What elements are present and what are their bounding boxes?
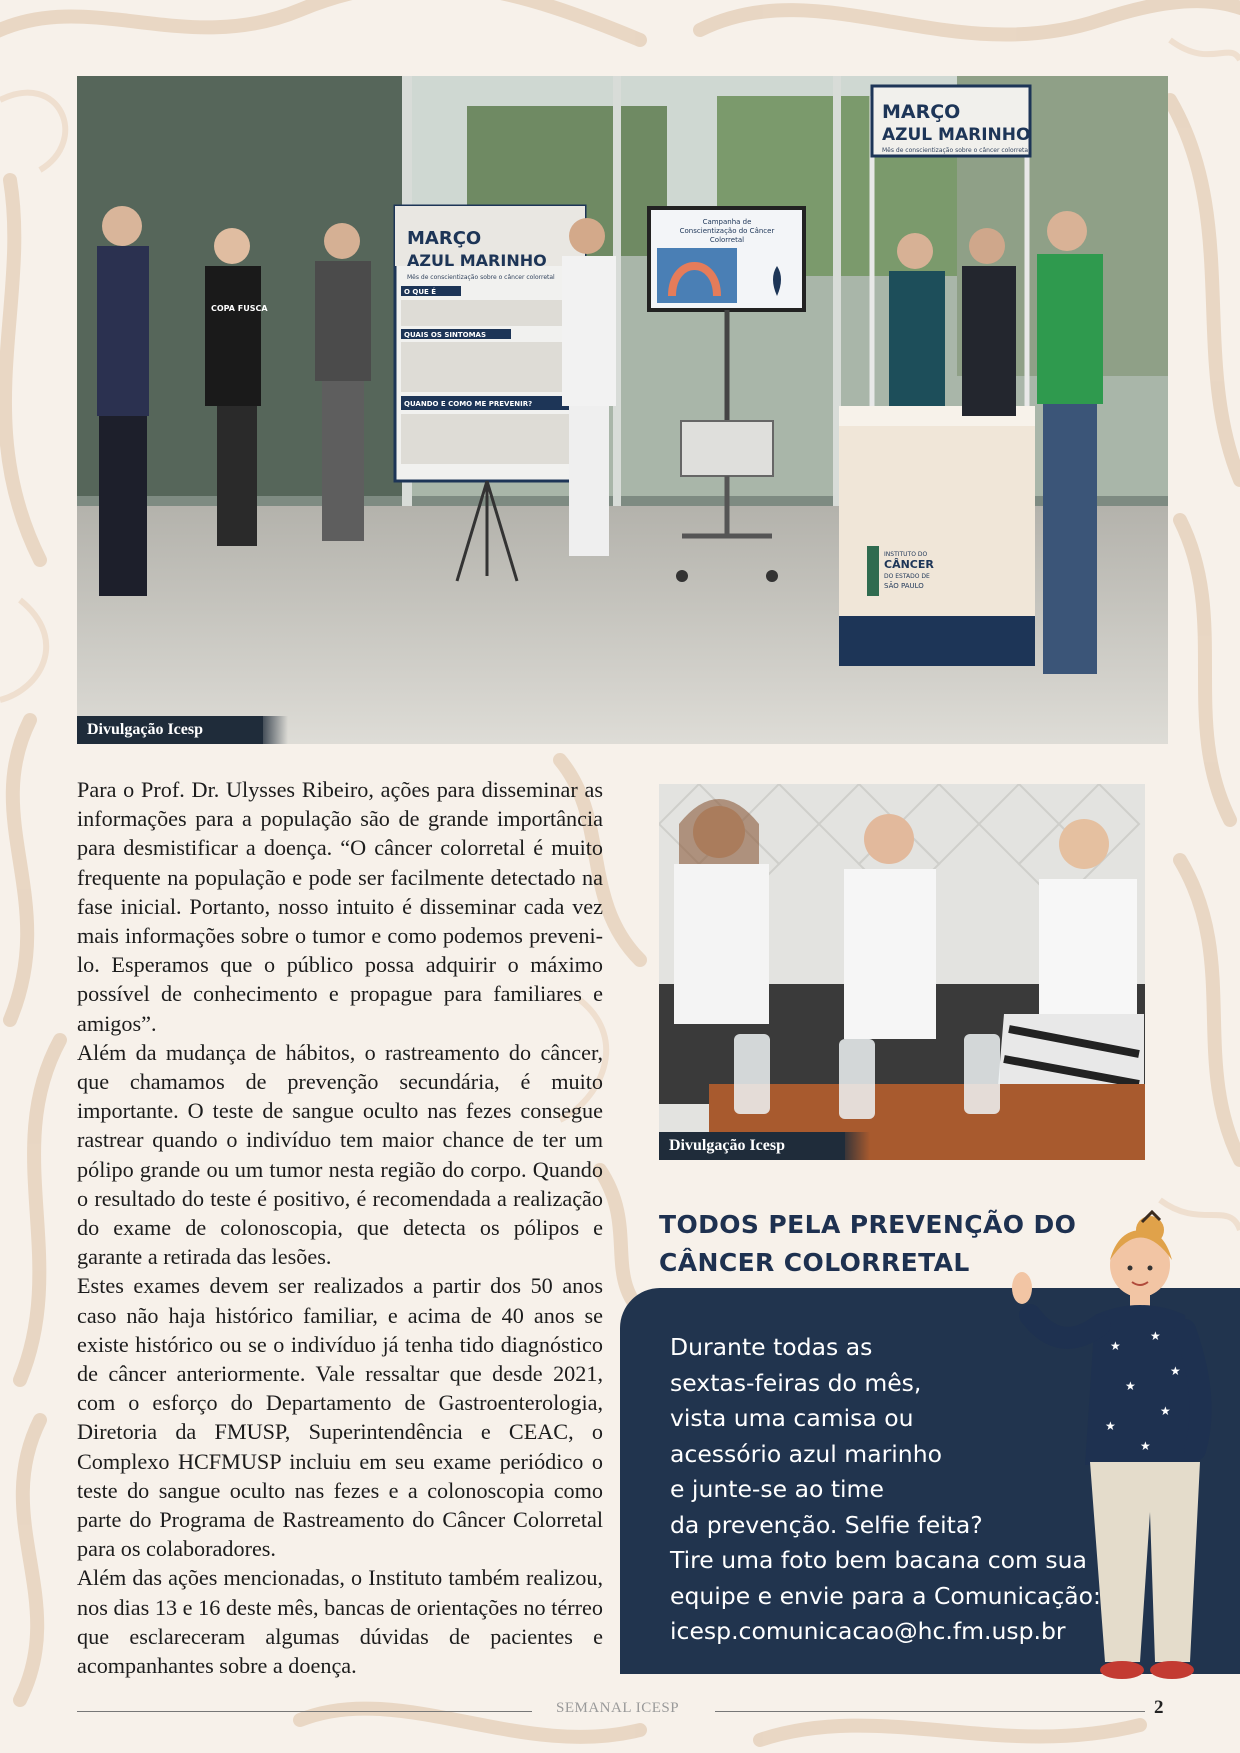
doctors-photo-illustration <box>659 784 1145 1160</box>
campaign-line: Durante todas as <box>670 1333 873 1361</box>
campaign-line: da prevenção. Selfie feita? <box>670 1510 983 1539</box>
poster-heading-2: QUAIS OS SINTOMAS <box>404 331 487 339</box>
campaign-line: Tire uma foto bem bacana com sua <box>670 1546 1087 1574</box>
svg-text:★: ★ <box>1170 1364 1181 1378</box>
campaign-email: icesp.comunicacao@hc.fm.usp.br <box>670 1617 1066 1645</box>
article-body <box>77 775 603 1680</box>
poster-subtitle: Mês de conscientização sobre o câncer colorretal <box>407 274 555 281</box>
campaign-line: e junte-se ao time <box>670 1475 884 1503</box>
stand-logo-line3: DO ESTADO DE <box>884 573 930 580</box>
article-paragraph: Além da mudança de hábitos, o rastreamento do câncer, que chamamos de prevenção secundária, é muito importante. O teste de sangue oculto nas fezes consegue rastrear quando o indivíduo tem maior chance de ter um pólipo grande ou um tumor nesta região do corpo. Quando o resultado do teste é positivo, é recomendada a realização do exame de colonoscopia, que detecta os pólipos e garante a retirada das lesões. <box>77 1039 603 1270</box>
campaign-title-line1: TODOS PELA PREVENÇÃO DO <box>659 1210 1077 1239</box>
event-photo-illustration <box>77 76 1168 744</box>
stand-logo-line1: INSTITUTO DO <box>884 551 928 558</box>
article-paragraph: Para o Prof. Dr. Ulysses Ribeiro, ações para disseminar as informações para a população são de grande importância para desmistificar a doença. “O câncer colorretal é muito frequente na população e pode ser facilmente detectado na fase inicial. Portanto, nosso intuito é disseminar cada vez mais informações sobre o tumor e como podemos preveni-lo. Esperamos que o público possa adquirir o máximo possível de conhecimento e propague para familiares e amigos”. <box>77 777 603 1036</box>
svg-text:★: ★ <box>1150 1329 1161 1343</box>
article-paragraph: Estes exames devem ser realizados a partir dos 50 anos caso não haja histórico familiar, e acima de 40 anos se existe histórico ou se o indivíduo já tenha tido diagnóstico de câncer anteriormente. Vale ressaltar que desde 2021, com o esforço do Departamento de Gastroenterologia, Diretoria da FMUSP, Superintendência e CEAC, o Complexo HCFMUSP incluiu em seu exame periódico o teste do sangue oculto nas fezes e a colonoscopia como parte do Programa de Rastreamento do Câncer Colorretal para os colaboradores. <box>77 1273 603 1562</box>
photo-credit-side: Divulgação Icesp <box>659 1132 845 1160</box>
article-paragraph: Além das ações mencionadas, o Instituto também realizou, nos dias 13 e 16 deste mês, bancas de orientações no térreo que esclareceram algumas dúvidas de pacientes e acompanhantes sobre a doença. <box>77 1565 603 1679</box>
poster-heading-3: QUANDO E COMO ME PREVENIR? <box>404 400 533 408</box>
doctors-photo <box>659 784 1145 1160</box>
footer-publication-label: SEMANAL ICESP <box>556 1700 680 1716</box>
page-number: 2 <box>1154 1697 1164 1718</box>
monitor-line3: Colorretal <box>709 236 745 244</box>
waving-woman-illustration <box>1000 1200 1240 1700</box>
campaign-line: equipe e envie para a Comunicação: <box>670 1581 1101 1610</box>
campaign-line: vista uma camisa ou <box>670 1404 914 1432</box>
poster-heading-1: O QUE É <box>404 288 437 296</box>
footer-rule-right <box>715 1711 1145 1712</box>
svg-text:★: ★ <box>1110 1339 1121 1353</box>
stand-logo-line4: SÃO PAULO <box>884 582 924 590</box>
svg-text:★: ★ <box>1160 1404 1171 1418</box>
poster-title-line1: MARÇO <box>407 228 482 249</box>
photo-credit-main: Divulgação Icesp <box>77 716 263 744</box>
svg-text:★: ★ <box>1105 1419 1116 1433</box>
stand-logo-line2: CÂNCER <box>884 558 934 571</box>
svg-text:★: ★ <box>1125 1379 1136 1393</box>
banner-title-line2: AZUL MARINHO <box>882 125 1031 145</box>
main-event-photo <box>77 76 1168 744</box>
banner-title-line1: MARÇO <box>882 101 961 123</box>
monitor-line2: Conscientização do Câncer <box>679 227 775 235</box>
campaign-title-line2: CÂNCER COLORRETAL <box>659 1248 970 1277</box>
footer-rule-left <box>77 1711 532 1712</box>
campaign-line: sextas-feiras do mês, <box>670 1368 922 1397</box>
poster-title-line2: AZUL MARINHO <box>407 251 547 270</box>
svg-text:★: ★ <box>1140 1439 1151 1453</box>
monitor-line1: Campanha de <box>702 218 752 226</box>
banner-subtitle: Mês de conscientização sobre o câncer colorretal <box>882 147 1030 154</box>
campaign-line: acessório azul marinho <box>670 1439 942 1468</box>
shirt-text: COPA FUSCA <box>211 304 268 313</box>
